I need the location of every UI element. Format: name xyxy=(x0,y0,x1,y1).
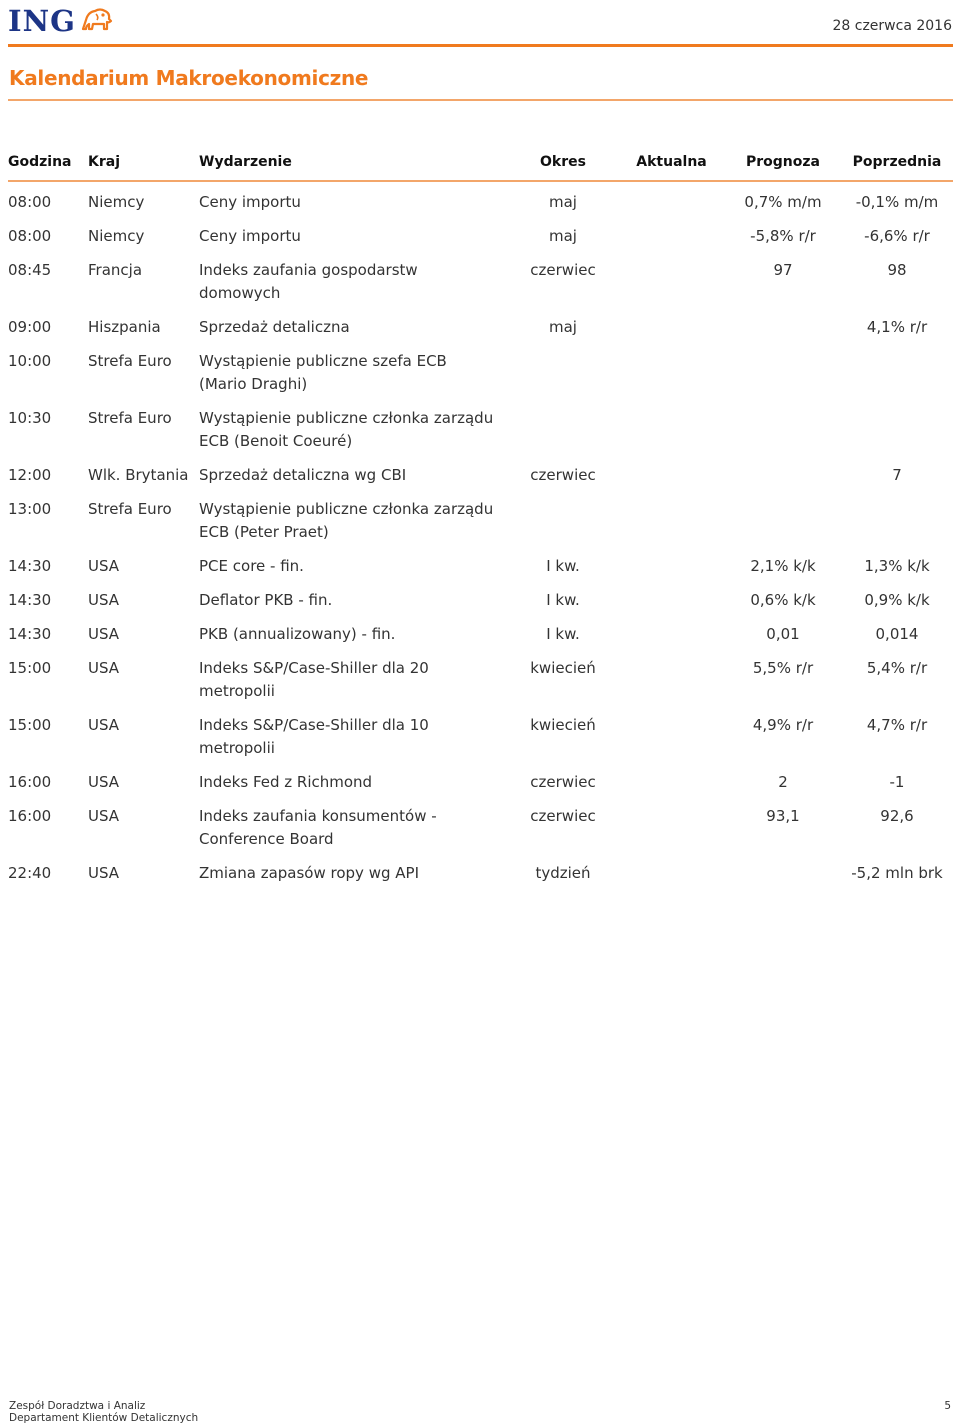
table-row xyxy=(8,310,953,344)
cell-previous: 0,9% k/k xyxy=(864,591,930,609)
cell-event: Indeks Fed z Richmond xyxy=(199,773,373,791)
cell-previous xyxy=(841,401,953,458)
table-row xyxy=(8,181,953,219)
cell-forecast: 2 xyxy=(778,773,788,791)
cell-country: USA xyxy=(88,716,120,734)
footer-department: Departament Klientów Detalicznych xyxy=(9,1412,199,1424)
cell-actual xyxy=(618,344,725,401)
table-row xyxy=(8,219,953,253)
cell-country: USA xyxy=(88,625,120,643)
cell-event: Indeks S&P/Case-Shiller dla 20 metropolii xyxy=(199,659,429,700)
ing-logo xyxy=(8,4,114,38)
cell-forecast: 2,1% k/k xyxy=(750,557,816,575)
table-body xyxy=(8,181,953,890)
cell-forecast xyxy=(725,492,841,549)
cell-actual xyxy=(618,458,725,492)
table-row xyxy=(8,856,953,890)
footer-team: Zespół Doradztwa i Analiz xyxy=(9,1400,146,1412)
cell-event: Ceny importu xyxy=(199,193,301,211)
cell-actual xyxy=(618,310,725,344)
cell-country: USA xyxy=(88,557,120,575)
cell-time: 08:45 xyxy=(8,261,52,279)
cell-event: PKB (annualizowany) - fin. xyxy=(199,625,396,643)
cell-country: Niemcy xyxy=(88,227,145,245)
cell-forecast xyxy=(725,856,841,890)
column-header-event: Wydarzenie xyxy=(199,144,508,181)
cell-actual xyxy=(618,181,725,219)
cell-country: USA xyxy=(88,807,120,825)
cell-previous: -1 xyxy=(889,773,905,791)
column-header-previous: Poprzednia xyxy=(841,144,953,181)
cell-period: czerwiec xyxy=(530,466,596,484)
cell-previous: 4,7% r/r xyxy=(866,716,928,734)
title-divider xyxy=(8,99,953,101)
cell-forecast: 97 xyxy=(773,261,793,279)
cell-event: Deflator PKB - fin. xyxy=(199,591,333,609)
cell-event: Indeks zaufania konsumentów - Conference Board xyxy=(199,807,437,848)
table-row xyxy=(8,344,953,401)
table-row xyxy=(8,799,953,856)
table-row xyxy=(8,651,953,708)
cell-forecast: 0,6% k/k xyxy=(750,591,816,609)
cell-country: Strefa Euro xyxy=(88,500,172,518)
cell-forecast: 0,7% m/m xyxy=(744,193,822,211)
cell-country: USA xyxy=(88,773,120,791)
cell-period: czerwiec xyxy=(530,773,596,791)
cell-country: Strefa Euro xyxy=(88,409,172,427)
cell-actual xyxy=(618,253,725,310)
cell-time: 10:30 xyxy=(8,409,52,427)
column-header-actual: Aktualna xyxy=(618,144,725,181)
cell-period: I kw. xyxy=(546,557,580,575)
cell-forecast: 93,1 xyxy=(766,807,800,825)
page-header xyxy=(0,0,960,60)
cell-forecast: 5,5% r/r xyxy=(752,659,814,677)
cell-period xyxy=(508,492,618,549)
cell-actual xyxy=(618,617,725,651)
table-row xyxy=(8,458,953,492)
cell-time: 14:30 xyxy=(8,557,52,575)
cell-event: Wystąpienie publiczne szefa ECB (Mario Draghi) xyxy=(199,352,447,393)
table-row xyxy=(8,253,953,310)
cell-forecast xyxy=(725,310,841,344)
cell-previous: 4,1% r/r xyxy=(866,318,928,336)
cell-country: Strefa Euro xyxy=(88,352,172,370)
cell-event: Wystąpienie publiczne członka zarządu ECB (Benoit Coeuré) xyxy=(199,409,494,450)
cell-forecast xyxy=(725,401,841,458)
cell-time: 15:00 xyxy=(8,716,52,734)
cell-period: tydzień xyxy=(535,864,591,882)
cell-period: maj xyxy=(549,227,577,245)
cell-forecast: -5,8% r/r xyxy=(750,227,816,245)
cell-previous: 98 xyxy=(887,261,907,279)
column-header-country: Kraj xyxy=(88,144,199,181)
header-divider xyxy=(8,44,953,47)
cell-period: I kw. xyxy=(546,591,580,609)
cell-period: czerwiec xyxy=(530,261,596,279)
cell-event: Ceny importu xyxy=(199,227,301,245)
cell-period: maj xyxy=(549,193,577,211)
column-header-time: Godzina xyxy=(8,144,88,181)
column-header-forecast: Prognoza xyxy=(725,144,841,181)
cell-actual xyxy=(618,799,725,856)
cell-period xyxy=(508,344,618,401)
cell-event: Sprzedaż detaliczna wg CBI xyxy=(199,466,407,484)
cell-actual xyxy=(618,856,725,890)
cell-time: 12:00 xyxy=(8,466,52,484)
table-row xyxy=(8,549,953,583)
cell-actual xyxy=(618,492,725,549)
cell-time: 16:00 xyxy=(8,807,52,825)
cell-actual xyxy=(618,651,725,708)
cell-time: 10:00 xyxy=(8,352,52,370)
calendar-table xyxy=(8,144,953,890)
cell-time: 15:00 xyxy=(8,659,52,677)
cell-country: Niemcy xyxy=(88,193,145,211)
cell-forecast xyxy=(725,458,841,492)
column-header-period: Okres xyxy=(508,144,618,181)
cell-previous: -5,2 mln brk xyxy=(851,864,943,882)
cell-actual xyxy=(618,219,725,253)
cell-previous: 7 xyxy=(892,466,902,484)
cell-period: I kw. xyxy=(546,625,580,643)
cell-previous: 5,4% r/r xyxy=(866,659,928,677)
cell-forecast xyxy=(725,344,841,401)
table-row xyxy=(8,401,953,458)
cell-time: 08:00 xyxy=(8,227,52,245)
footer xyxy=(9,1400,198,1424)
cell-country: Wlk. Brytania xyxy=(88,466,189,484)
cell-country: Francja xyxy=(88,261,143,279)
cell-previous xyxy=(841,344,953,401)
table-row xyxy=(8,708,953,765)
table-row xyxy=(8,765,953,799)
cell-previous: 0,014 xyxy=(875,625,919,643)
logo-text: ING xyxy=(8,4,76,38)
cell-event: Zmiana zapasów ropy wg API xyxy=(199,864,419,882)
cell-period: czerwiec xyxy=(530,807,596,825)
cell-time: 14:30 xyxy=(8,625,52,643)
cell-actual xyxy=(618,765,725,799)
cell-event: Indeks S&P/Case-Shiller dla 10 metropolii xyxy=(199,716,429,757)
cell-actual xyxy=(618,549,725,583)
cell-previous: 1,3% k/k xyxy=(864,557,930,575)
cell-forecast: 4,9% r/r xyxy=(752,716,814,734)
cell-event: Wystąpienie publiczne członka zarządu ECB (Peter Praet) xyxy=(199,500,494,541)
cell-period: kwiecień xyxy=(530,716,596,734)
cell-forecast: 0,01 xyxy=(766,625,800,643)
cell-country: Hiszpania xyxy=(88,318,161,336)
page-number: 5 xyxy=(944,1400,951,1412)
document-date: 28 czerwca 2016 xyxy=(832,18,952,34)
cell-event: Sprzedaż detaliczna xyxy=(199,318,350,336)
cell-time: 13:00 xyxy=(8,500,52,518)
cell-previous: 92,6 xyxy=(880,807,914,825)
cell-previous xyxy=(841,492,953,549)
lion-icon xyxy=(80,6,114,36)
table-row xyxy=(8,617,953,651)
cell-event: PCE core - fin. xyxy=(199,557,304,575)
cell-actual xyxy=(618,583,725,617)
cell-previous: -6,6% r/r xyxy=(864,227,930,245)
cell-period: kwiecień xyxy=(530,659,596,677)
cell-period: maj xyxy=(549,318,577,336)
cell-time: 09:00 xyxy=(8,318,52,336)
cell-time: 16:00 xyxy=(8,773,52,791)
cell-country: USA xyxy=(88,659,120,677)
cell-country: USA xyxy=(88,591,120,609)
cell-actual xyxy=(618,708,725,765)
cell-time: 14:30 xyxy=(8,591,52,609)
cell-event: Indeks zaufania gospodarstw domowych xyxy=(199,261,418,302)
cell-previous: -0,1% m/m xyxy=(855,193,939,211)
cell-time: 22:40 xyxy=(8,864,52,882)
table-row xyxy=(8,583,953,617)
cell-country: USA xyxy=(88,864,120,882)
page-title: Kalendarium Makroekonomiczne xyxy=(9,66,369,90)
table-header-row xyxy=(8,144,953,181)
table-row xyxy=(8,492,953,549)
cell-period xyxy=(508,401,618,458)
cell-actual xyxy=(618,401,725,458)
cell-time: 08:00 xyxy=(8,193,52,211)
